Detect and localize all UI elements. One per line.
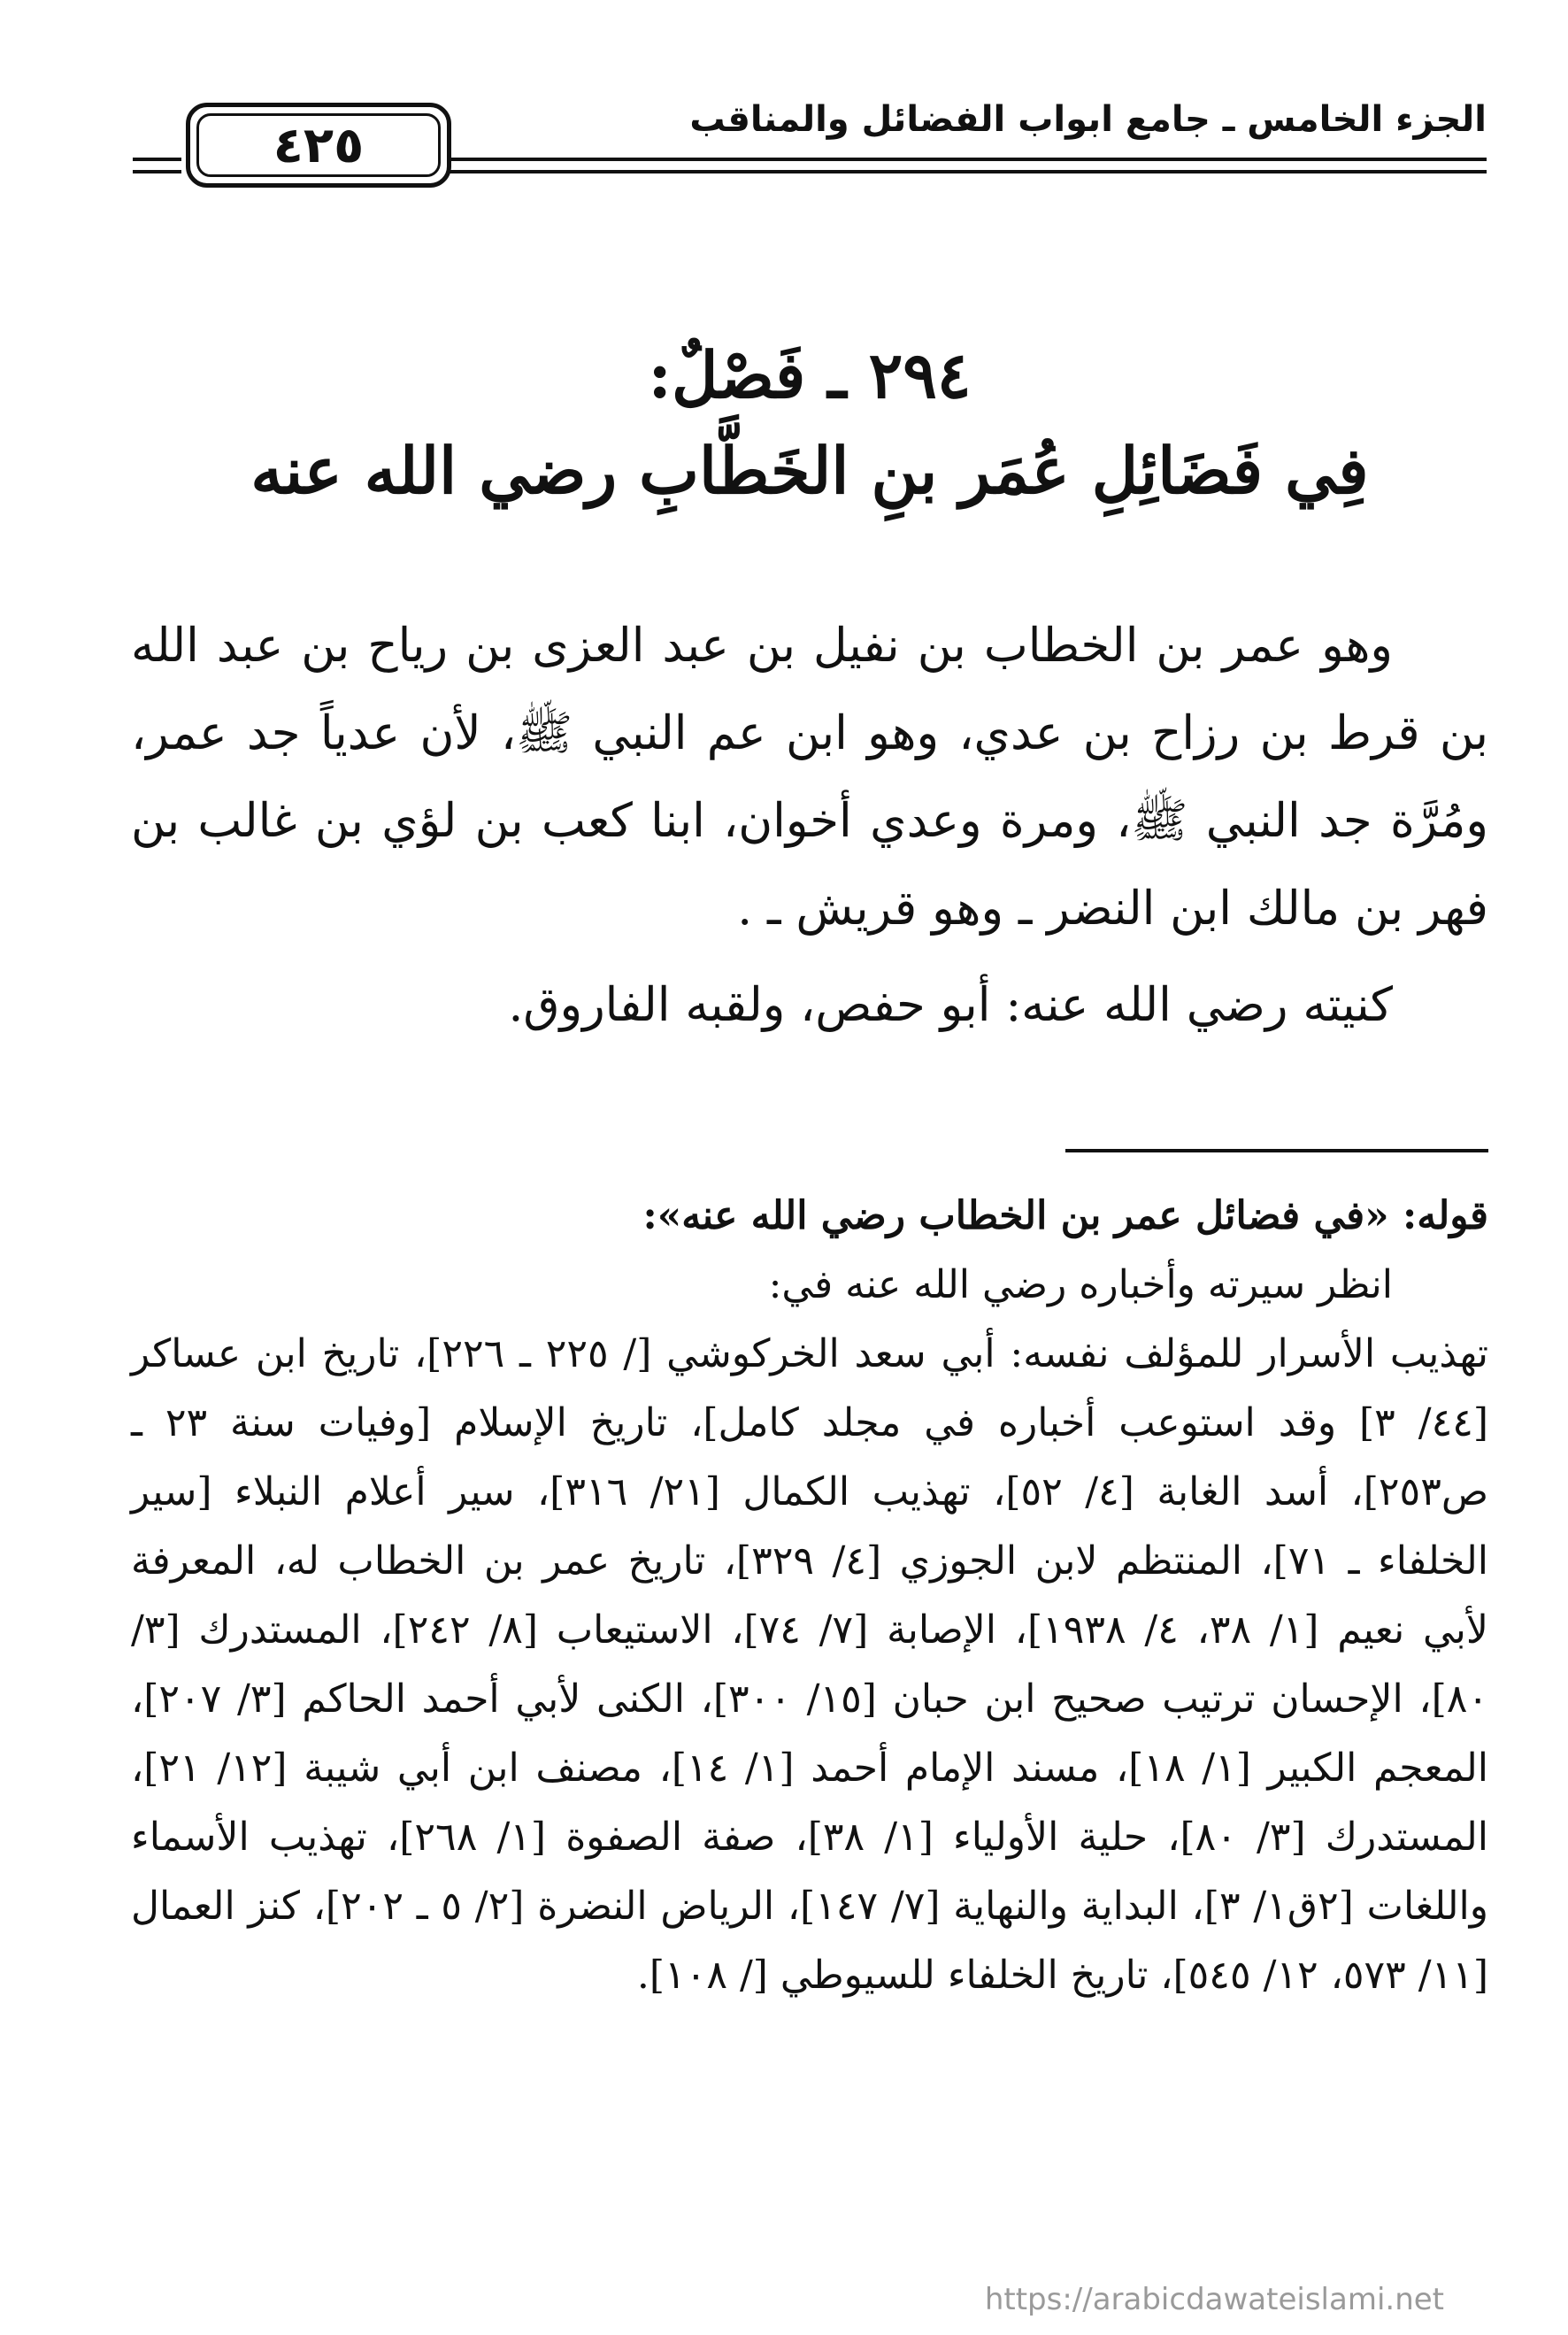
chapter-subject: فِي فَضَائِلِ عُمَر بنِ الخَطَّابِ رضي الله عنه	[250, 433, 1369, 508]
running-title: الجزء الخامس ـ جامع ابواب الفضائل والمناقب	[689, 99, 1487, 140]
header-rule-left-top	[133, 158, 181, 161]
footnote-references: تهذيب الأسرار للمؤلف نفسه: أبي سعد الخركوشي [/ ٢٢٥ ـ ٢٢٦]، تاريخ ابن عساكر [٤٤/ ٣] وقد استوعب أخباره في مجلد كامل]، تاريخ الإسلام [وفيات سنة ٢٣ ـ ص٢٥٣]، أسد الغابة [٤/ ٥٢]، تهذيب الكمال [٢١/ ٣١٦]، سير أعلام النبلاء [سير الخلفاء ـ ٧١]، المنتظم لابن الجوزي [٤/ ٣٢٩]، تاريخ عمر بن الخطاب له، المعرفة لأبي نعيم [١/ ٣٨، ٤/ ١٩٣٨]، الإصابة [٧/ ٧٤]، الاستيعاب [٨/ ٢٤٢]، المستدرك [٣/ ٨٠]، الإحسان ترتيب صحيح ابن حبان [١٥/ ٣٠٠]، الكنى لأبي أحمد الحاكم [٣/ ٢٠٧]، المعجم الكبير [١/ ١٨]، مسند الإمام أحمد [١/ ١٤]، مصنف ابن أبي شيبة [١٢/ ٢١]، المستدرك [٣/ ٨٠]، حلية الأولياء [١/ ٣٨]، صفة الصفوة [١/ ٢٦٨]، تهذيب الأسماء واللغات [٢ق١/ ٣]، البداية والنهاية [٧/ ١٤٧]، الرياض النضرة [٢/ ٥ ـ ٢٠٢]، كنز العمال [١١/ ٥٧٣، ١٢/ ٥٤٥]، تاريخ الخلفاء للسيوطي [/ ١٠٨].	[131, 1331, 1489, 1998]
kunya-paragraph: كنيته رضي الله عنه: أبو حفص، ولقبه الفاروق.	[508, 978, 1393, 1032]
header-rule-left-bottom	[133, 170, 181, 173]
page-number-frame	[186, 103, 451, 188]
page-number: ٤٢٥	[196, 113, 441, 177]
page-header	[133, 89, 1487, 195]
footnote-heading: قوله: «في فضائل عمر بن الخطاب رضي الله عنه»:	[642, 1193, 1488, 1238]
lineage-paragraph: وهو عمر بن الخطاب بن نفيل بن عبد العزى بن رياح بن عبد الله بن قرط بن رزاح بن عدي، وهو ابن عم النبي ﷺ، لأن عدياً جد عمر، ومُرَّة جد النبي ﷺ، ومرة وعدي أخوان، ابنا كعب بن لؤي بن غالب بن فهر بن مالك ابن النضر ـ وهو قريش ـ .	[131, 619, 1488, 936]
chapter-heading	[133, 328, 1487, 519]
footnote-separator	[1065, 1149, 1488, 1152]
header-rule-top	[447, 158, 1487, 161]
header-rule-bottom	[447, 170, 1487, 173]
footnote-intro: انظر سيرته وأخباره رضي الله عنه في:	[768, 1262, 1393, 1307]
chapter-number-title: ٢٩٤ ـ فَصْلٌ:	[648, 337, 972, 412]
main-text	[131, 602, 1488, 1049]
watermark-url: https://arabicdawateislami.net	[984, 2282, 1444, 2317]
footnote	[131, 1182, 1488, 2010]
